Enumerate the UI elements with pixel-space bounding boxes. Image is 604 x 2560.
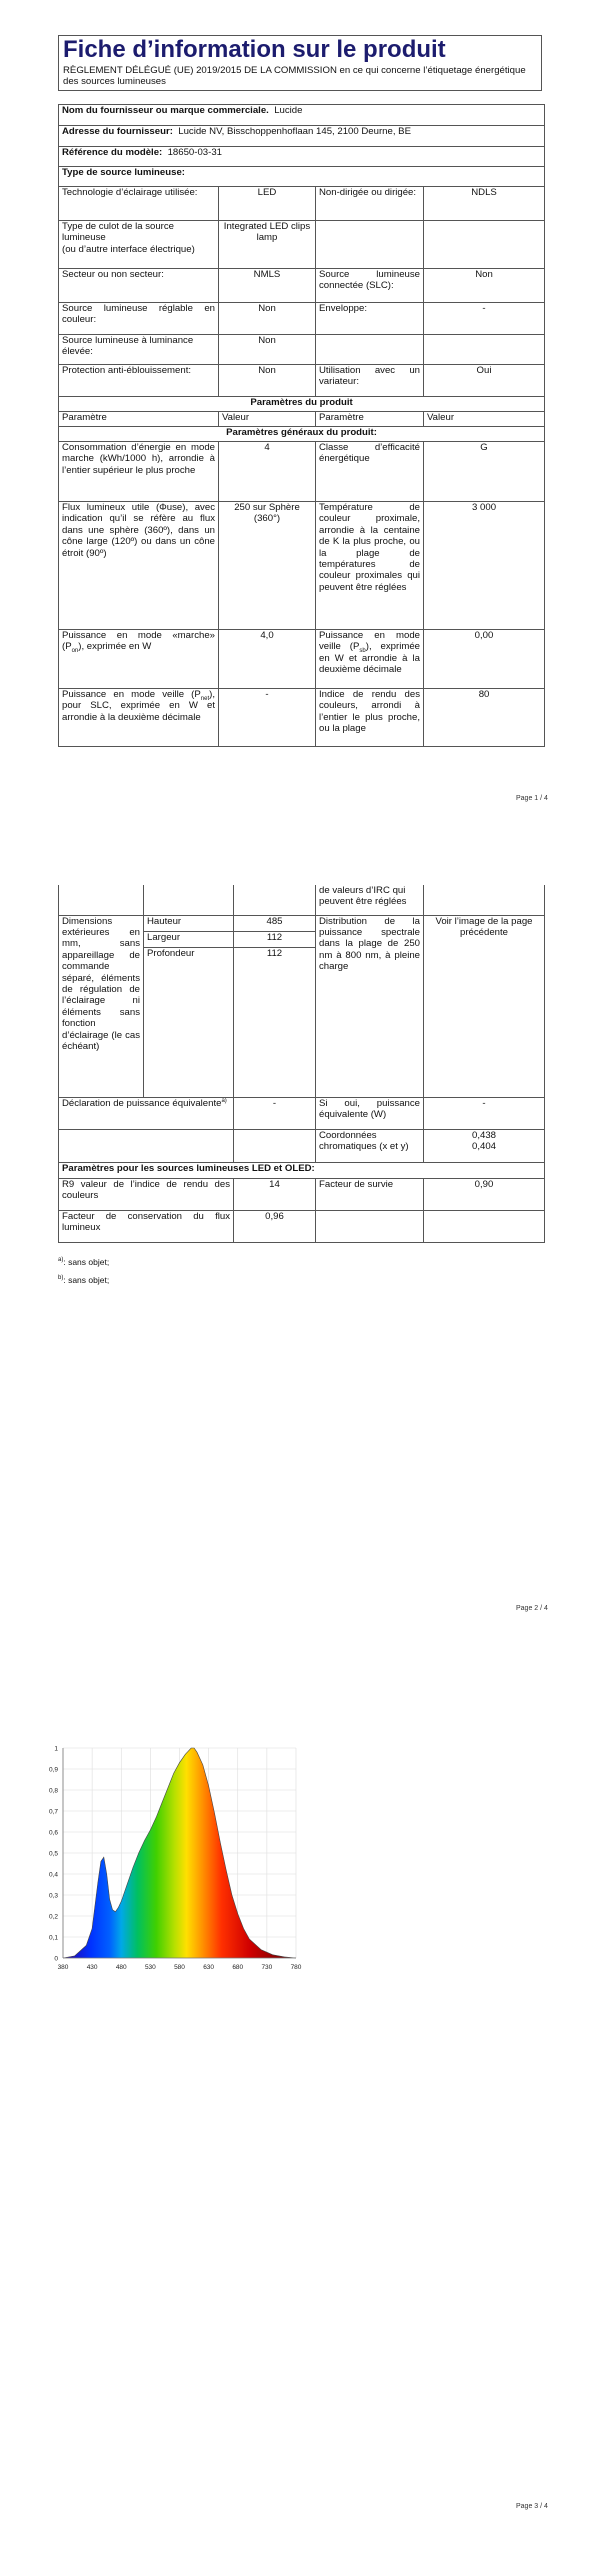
envelope-label: Enveloppe: (316, 303, 424, 335)
regulation-subtitle: RÈGLEMENT DÉLÉGUÉ (UE) 2019/2015 DE LA COMMISSION en ce qui concerne l’étiquetage énergétique des sources lumineuses (58, 64, 542, 91)
supplier-value: Lucide (274, 105, 303, 116)
footnote-a (58, 1257, 109, 1268)
source-type-heading: Type de source lumineuse: (59, 167, 545, 187)
y-tick-label: 0,9 (48, 1766, 58, 1774)
efficiency-class-label: Classe d’efficacité énergétique (316, 442, 424, 502)
col-value-1: Valeur (219, 412, 316, 427)
tunable-value: Non (219, 303, 316, 335)
pnet-label: Puissance en mode veille (P (62, 689, 201, 700)
spectral-distribution-chart (0, 1740, 604, 1980)
x-tick-label: 380 (57, 1964, 69, 1971)
y-tick-label: 0,4 (48, 1871, 58, 1879)
page-3 (0, 1720, 604, 2560)
page-2 (0, 885, 604, 1685)
cct-value: 3 000 (424, 502, 545, 630)
general-params-heading: Paramètres généraux du produit: (59, 427, 545, 442)
x-tick-label: 730 (261, 1964, 273, 1971)
spd-value: Voir l’image de la page précédente (424, 915, 545, 1097)
page-1 (0, 0, 604, 802)
y-tick-label: 0,3 (48, 1892, 58, 1900)
chromaticity-label: Coordonnées chromatiques (x et y) (316, 1129, 424, 1162)
footnote-a-text: : sans objet; (63, 1257, 110, 1267)
glare-value: Non (219, 365, 316, 397)
cap-value: Integrated LED clips lamp (219, 221, 316, 269)
psb-label: Puissance en mode veille (P (319, 630, 420, 653)
col-param-1: Paramètre (59, 412, 219, 427)
technology-value: LED (219, 187, 316, 221)
y-tick-label: 0,8 (48, 1787, 58, 1795)
high-luminance-value: Non (219, 335, 316, 365)
pon-value: 4,0 (219, 630, 316, 689)
col-param-2: Paramètre (316, 412, 424, 427)
x-tick-label: 530 (144, 1964, 156, 1971)
equivalent-w-value: - (424, 1097, 545, 1129)
cri-value: 80 (424, 689, 545, 747)
footnote-b-marker: b) (58, 1275, 64, 1282)
r9-label: R9 valeur de l’indice de rendu des couleurs (59, 1178, 234, 1210)
product-info-table-continued (58, 885, 545, 1243)
page-number-3: Page 3 / 4 (516, 2503, 548, 2510)
connected-label: Source lumineuse connectée (SLC): (316, 269, 424, 303)
address-label: Adresse du fournisseur: (62, 126, 173, 137)
survival-label: Facteur de survie (316, 1178, 424, 1210)
lumen-maintenance-label: Facteur de conservation du flux lumineux (59, 1210, 234, 1242)
y-tick-label: 0 (54, 1955, 58, 1963)
energy-value: 4 (219, 442, 316, 502)
supplier-label: Nom du fournisseur ou marque commerciale. (62, 105, 269, 116)
dimmable-label: Utilisation avec un variateur: (316, 365, 424, 397)
x-tick-label: 780 (290, 1964, 302, 1971)
y-tick-label: 0,5 (48, 1850, 58, 1858)
chromaticity-x: 0,438 (471, 1129, 496, 1141)
y-tick-label: 0,6 (48, 1829, 58, 1837)
x-tick-label: 580 (174, 1964, 185, 1971)
depth-value: 112 (234, 947, 316, 1097)
depth-label: Profondeur (144, 947, 234, 1097)
footnote-a-marker: a) (58, 1257, 64, 1264)
height-label: Hauteur (144, 915, 234, 931)
cap-label-2: (ou d’autre interface électrique) (62, 243, 195, 255)
y-tick-label: 0,2 (48, 1913, 58, 1921)
nondirected-label: Non-dirigée ou dirigée: (316, 187, 424, 221)
flux-value: 250 sur Sphère (360°) (219, 502, 316, 630)
nondirected-value: NDLS (424, 187, 545, 221)
high-luminance-label: Source lumineuse à luminance élevée: (59, 335, 219, 365)
pon-label-end: ), exprimée en W (78, 641, 152, 653)
energy-label: Consommation d’énergie en mode marche (kWh/1000 h), arrondie à l’entier supérieur le plus proche (59, 442, 219, 502)
equivalent-label: Déclaration de puissance équivalente (62, 1097, 222, 1109)
cap-label: Type de culot de la source lumineuse (62, 221, 174, 244)
y-tick-label: 1 (54, 1745, 58, 1753)
survival-value: 0,90 (424, 1178, 545, 1210)
footnote-b-text: : sans objet; (63, 1275, 110, 1285)
address-value: Lucide NV, Bisschoppenhoflaan 145, 2100 Deurne, BE (178, 126, 411, 137)
connected-value: Non (424, 269, 545, 303)
height-value: 485 (234, 915, 316, 931)
pnet-value: - (219, 689, 316, 747)
dimmable-value: Oui (424, 365, 545, 397)
x-tick-label: 430 (86, 1964, 98, 1971)
spd-label: Distribution de la puissance spectrale dans la plage de 250 nm à 800 nm, à pleine charge (316, 915, 424, 1097)
x-tick-label: 480 (115, 1964, 127, 1971)
product-sheet-header (58, 35, 542, 91)
y-tick-label: 0,7 (48, 1808, 58, 1816)
page-number-2: Page 2 / 4 (516, 1605, 548, 1612)
led-params-heading: Paramètres pour les sources lumineuses LED et OLED: (59, 1162, 545, 1178)
cri-label-continued: de valeurs d’IRC qui peuvent être réglées (316, 885, 424, 915)
width-value: 112 (234, 931, 316, 947)
params-heading: Paramètres du produit (59, 397, 545, 412)
pnet-label-end: ), pour SLC, exprimée en W et arrondie à la deuxième décimale (62, 689, 215, 723)
pnet-subscript: net (200, 695, 210, 702)
equivalent-w-label: Si oui, puissance équivalente (W) (316, 1097, 424, 1129)
lumen-maintenance-value: 0,96 (234, 1210, 316, 1242)
x-tick-label: 680 (232, 1964, 244, 1971)
pon-subscript: on (71, 648, 79, 655)
cri-label: Indice de rendu des couleurs, arrondi à l’entier le plus proche, ou la plage (316, 689, 424, 747)
equivalent-value: - (234, 1097, 316, 1129)
psb-value: 0,00 (424, 630, 545, 689)
equivalent-footnote-ref: a) (221, 1097, 227, 1104)
model-value: 18650-03-31 (167, 147, 222, 158)
page-number-1: Page 1 / 4 (516, 795, 548, 802)
r9-value: 14 (234, 1178, 316, 1210)
footnote-b (58, 1275, 109, 1286)
pon-label: Puissance en mode «marche» (P (62, 630, 215, 653)
envelope-value: - (424, 303, 545, 335)
cct-label: Température de couleur proximale, arrondie à la centaine de K la plus proche, ou la plage de températures de couleur proximales qui peuvent être réglées (316, 502, 424, 630)
page-title: Fiche d’information sur le produit (58, 35, 542, 64)
mains-value: NMLS (219, 269, 316, 303)
tunable-label: Source lumineuse réglable en couleur: (59, 303, 219, 335)
psb-label-end: ), exprimée en W et arrondie à la deuxième décimale (319, 641, 421, 676)
y-tick-label: 0,1 (48, 1934, 58, 1942)
chromaticity-y: 0,404 (471, 1140, 496, 1152)
flux-label: Flux lumineux utile (Φuse), avec indication qu’il se réfère au flux dans une sphère (360º), dans un cône large (120º) ou dans un cône étroit (90º) (59, 502, 219, 630)
x-tick-label: 630 (203, 1964, 215, 1971)
psb-subscript: sb (359, 648, 366, 655)
dimensions-label: Dimensions extérieures en mm, sans appareillage de commande séparé, éléments de régulation de l’éclairage ni éléments sans fonction d’éclairage (le cas échéant) (59, 915, 144, 1097)
mains-label: Secteur ou non secteur: (59, 269, 219, 303)
model-label: Référence du modèle: (62, 147, 163, 158)
glare-label: Protection anti-éblouissement: (59, 365, 219, 397)
technology-label: Technologie d’éclairage utilisée: (59, 187, 219, 221)
col-value-2: Valeur (424, 412, 545, 427)
efficiency-class-value: G (424, 442, 545, 502)
width-label: Largeur (144, 931, 234, 947)
product-info-table (58, 104, 545, 747)
